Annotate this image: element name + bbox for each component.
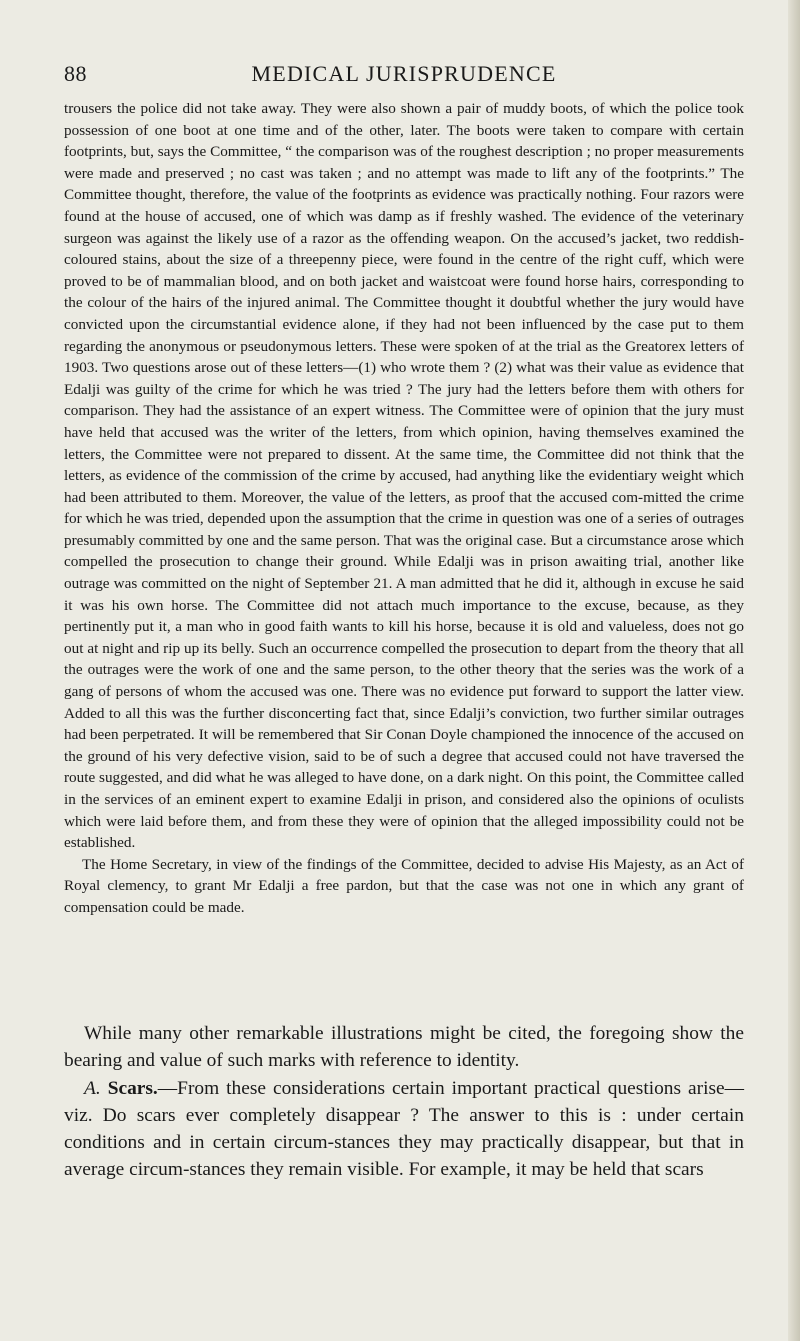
section-letter: A. <box>84 1077 101 1099</box>
main-text-block <box>64 1020 744 1184</box>
paragraph-scars-text: —From these considerations certain important practical questions arise—viz. Do scars ever completely disappear ? The answer to this is : under certain conditions and in certain circum-stances they may practically disappear, but that in average circum-stances they remain visible. For example, it may be held that scars <box>64 1077 744 1181</box>
paragraph-edalji-case: trousers the police did not take away. They were also shown a pair of muddy boots, of which the police took possession of one boot at one time and of the other, later. The boots were taken to compare with certain footprints, but, says the Committee, “ the comparison was of the roughest description ; no proper measurements were made and preserved ; no cast was taken ; and no attempt was made to lift any of the footprints.” The Committee thought, therefore, the value of the footprints as evidence was practically nothing. Four razors were found at the house of accused, one of which was damp as if freshly washed. The evidence of the veterinary surgeon was against the likely use of a razor as the offending weapon. On the accused’s jacket, two reddish-coloured stains, about the size of a threepenny piece, were found in the centre of the right cuff, which were proved to be of mammalian blood, and on both jacket and waistcoat were found horse hairs, corresponding to the colour of the hairs of the injured animal. The Committee thought it doubtful whether the jury would have convicted upon the circumstantial evidence alone, if they had not been influenced by the case put to them regarding the anonymous or pseudonymous letters. These were spoken of at the trial as the Greatorex letters of 1903. Two questions arose out of these letters—(1) who wrote them ? (2) what was their value as evidence that Edalji was guilty of the crime for which he was tried ? The jury had the letters before them with others for comparison. They had the assistance of an expert witness. The Committee were of opinion that the jury must have held that accused was the writer of the letters, from which opinion, having themselves examined the letters, the Committee were not prepared to dissent. At the same time, the Committee did not think that the letters, as evidence of the commission of the crime by accused, had anything like the evidentiary weight which had been attributed to them. Moreover, the value of the letters, as proof that the accused com-mitted the crime for which he was tried, depended upon the assumption that the crime in question was one of a series of outrages presumably committed by one and the same person. That was the original case. But a circumstance arose which compelled the prosecution to change their ground. While Edalji was in prison awaiting trial, another like outrage was committed on the night of September 21. A man admitted that he did it, although in excuse he said it was his own horse. The Committee did not attach much importance to the excuse, because, as they pertinently put it, a man who in good faith wants to kill his horse, because it is old and valueless, does not go out at night and rip up its belly. Such an occurrence compelled the prosecution to depart from the theory that all the outrages were the work of one and the same person, to the other theory that the series was the work of a gang of persons of whom the accused was one. There was no evidence put forward to support the latter view. Added to all this was the further disconcerting fact that, since Edalji’s conviction, two further similar outrages had been perpetrated. It will be remembered that Sir Conan Doyle championed the innocence of the accused on the ground of his very defective vision, said to be of such a degree that accused could not have traversed the route suggested, and did what he was alleged to have done, on a dark night. On this point, the Committee called in the services of an eminent expert to examine Edalji in prison, and considered also the opinions of oculists which were laid before them, and from these they were of opinion that the alleged impossibility could not be established. <box>64 100 744 852</box>
page-edge-shadow <box>788 0 800 1341</box>
paragraph-scars <box>64 1075 744 1184</box>
section-title: Scars. <box>107 1077 158 1099</box>
small-print-block <box>64 98 744 919</box>
paragraph-home-secretary: The Home Secretary, in view of the findings of the Committee, decided to advise His Majesty, as an Act of Royal clemency, to grant Mr Edalji a free pardon, but that the case was not one in which any grant of compensation could be made. <box>64 855 744 916</box>
running-head: MEDICAL JURISPRUDENCE <box>251 61 557 86</box>
page-header <box>64 61 744 91</box>
paragraph-illustrations: While many other remarkable illustrations might be cited, the foregoing show the bearing and value of such marks with reference to identity. <box>64 1023 744 1072</box>
page-number: 88 <box>64 61 87 86</box>
